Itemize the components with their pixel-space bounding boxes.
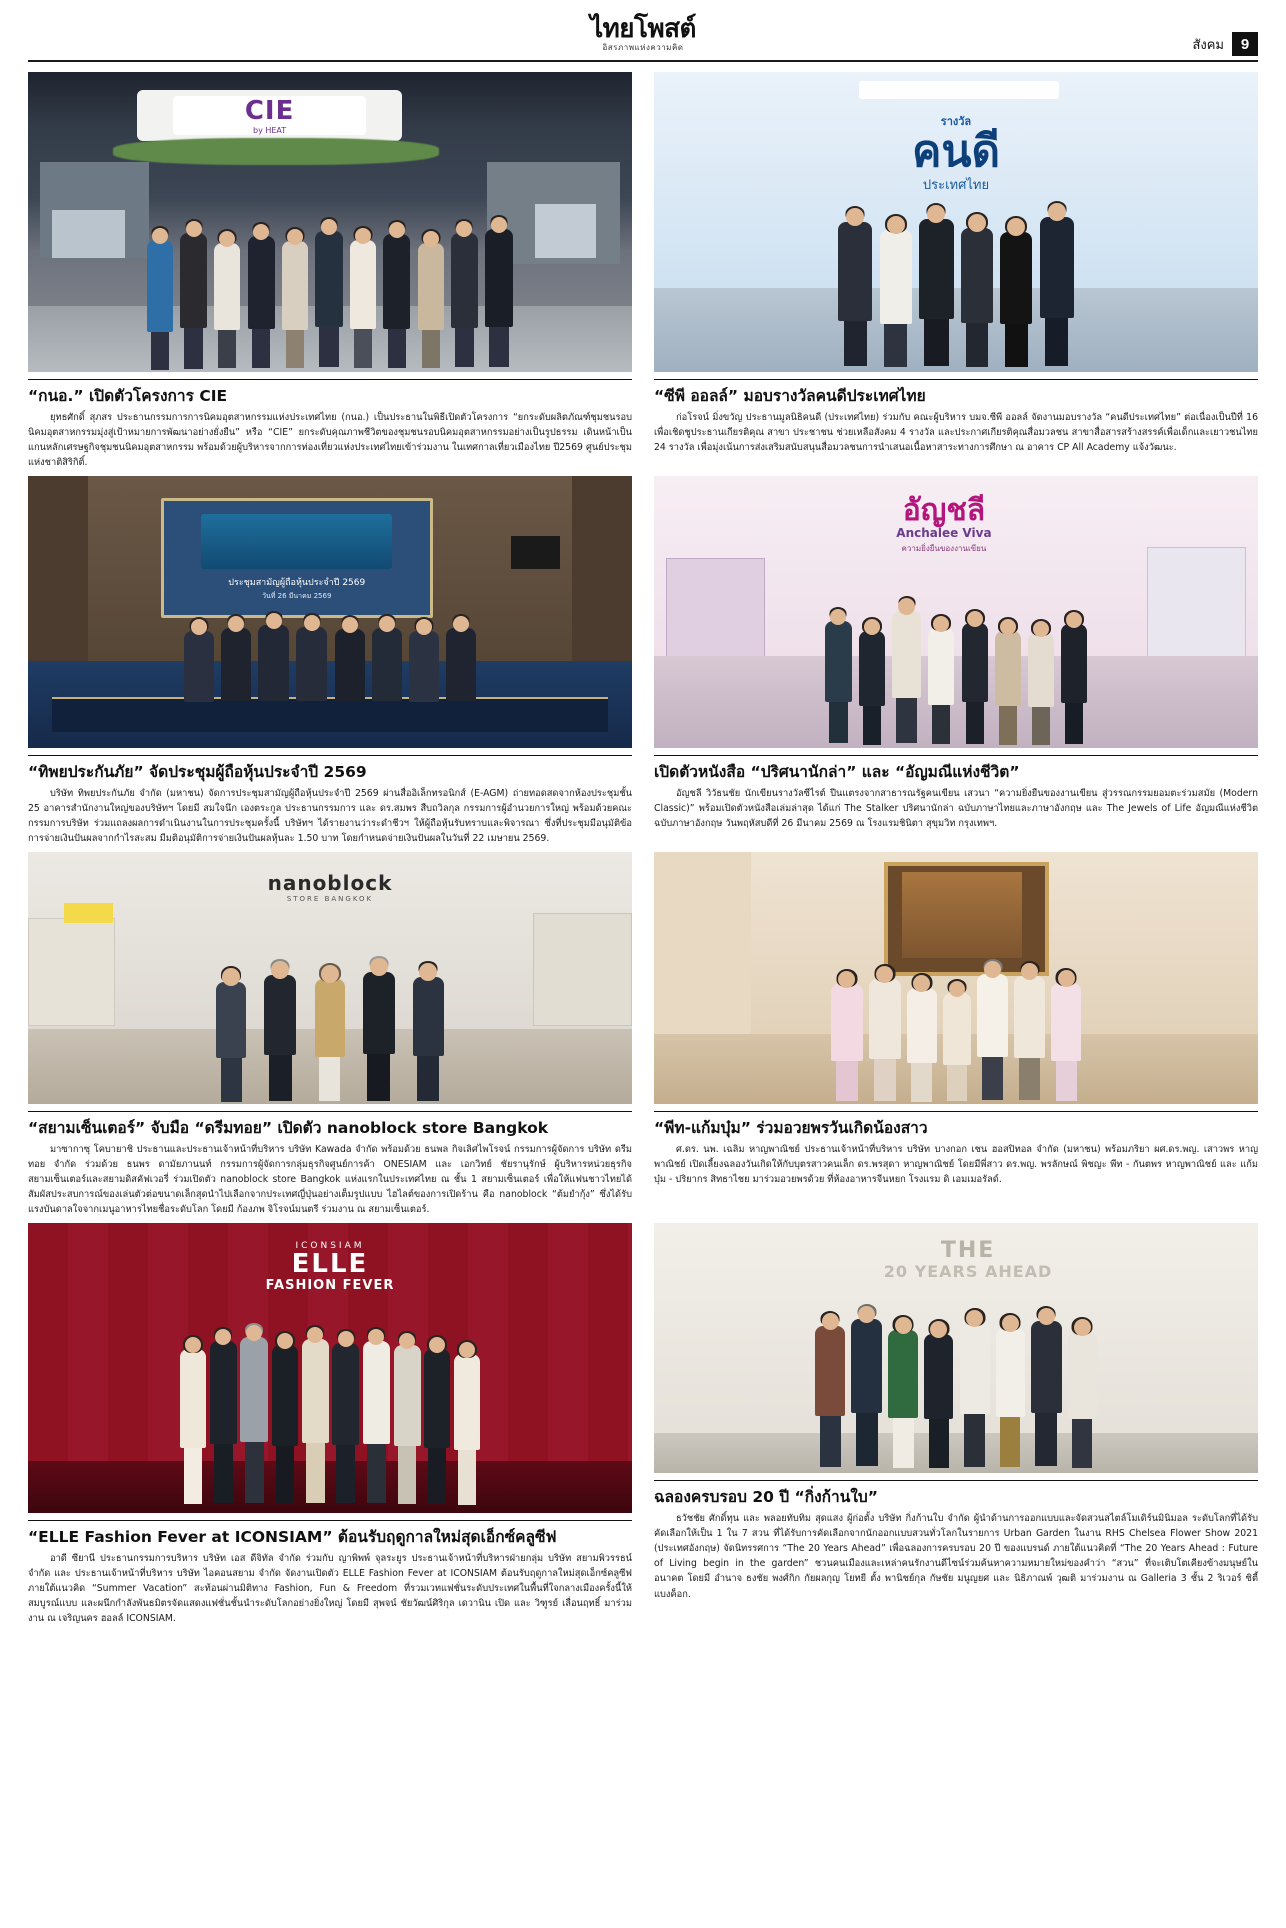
banner-top-text: รางวัล bbox=[940, 114, 972, 128]
section-label: สังคม bbox=[1192, 37, 1224, 53]
story-body: ศ.ดร. นพ. เฉลิม หาญพาณิชย์ ประธานเจ้าหน้าที่บริหาร บริษัท บางกอก เชน ฮอสปิทอล จำกัด (มหาชน) พร้อมภริยา ผศ.ดร.พญ. เสาวพร หาญพาณิชย์ เปิดเลี้ยงฉลองวันเกิดให้กับบุตรสาวคนเล็ก ดร.พรสุดา หาญพาณิชย์ โดยมีพี่สาว ดร.พญ. พรลักษณ์ พิชญะ พีท - กันตพร หาญพาณิชย์ และ แก้มบุ๋ม - ปริยากร สิทธาไชย มาร่วมอวยพรด้วย ที่ห้องอาหารจีนหยก โรงแรม ดิ เอมเมอรัลด์. bbox=[654, 1144, 1258, 1186]
banner-title: ประชุมสามัญผู้ถือหุ้นประจำปี 2569 bbox=[228, 577, 366, 588]
banner-subtitle: FASHION FEVER bbox=[265, 1278, 395, 1294]
story-body: อาดี ซียานี ประธานกรรมการบริหาร บริษัท เอส ดีจิทัล จำกัด ร่วมกับ ญาพิพพ์ จุลระยูร ประธานเจ้าหน้าที่บริหารฝ่ายกลุ่ม บริษัท สยามพิวรรธน์ จำกัด และ ประธานเจ้าหน้าที่บริหาร บริษัท ไอคอนสยาม จำกัด จัดงานเปิดตัว ELLE Fashion Fever at ICONSIAM ต้อนรับฤดูกาลใหม่สุดเอ็กซ์คลูซีฟ ภายใต้แนวคิด “Summer Vacation” สะท้อนผ่านมิติทาง Fashion, Fun & Freedom ที่รวมเวทแฟชั่นระดับประเทศในพื้นที่ใจกลางเมืองครั้งนี้ให้สมบูรณ์แบบ และผนึกกำลังพันธมิตรจัดแสดงแฟชั่นชั้นนำระดับโลกอย่างยิ่งใหญ่ โดยมี สุพจน์ ชัยวัฒน์ศิริกุล เดวานิน เปิด และ วิฑูรย์ เลื่อนฤทธิ์ มาร่วมงาน ณ เจริญนคร ฮอลล์ ICONSIAM. bbox=[28, 1553, 632, 1625]
banner-top-text: ความยิ่งยืนของงานเขียน bbox=[901, 543, 987, 553]
banner-subtitle: 20 YEARS AHEAD bbox=[883, 1262, 1053, 1282]
newspaper-page bbox=[0, 8, 1286, 1928]
logo-tagline: อิสรภาพแห่งความคิด bbox=[602, 43, 684, 52]
story-body: มาซากาซุ โคบายาชิ ประธานและประธานเจ้าหน้าที่บริหาร บริษัท Kawada จำกัด พร้อมด้วย ธนพล กิจเลิศไพโรจน์ กรรมการผู้จัดการ บริษัท ดรีมทอย จำกัด ร่วมด้วย ธนพร ดามัยภานนท์ กรรมการผู้จัดการกลุ่มธุรกิจศูนย์การค้า ONESIAM และ เอกวิทย์ ชัยรานุรักษ์ ผู้บริหารหน่วยธุรกิจสยามเซ็นเตอร์และสยามดิสคัฟเวอรี่ ร่วมเปิดตัว nanoblock store Bangkok แห่งแรกในประเทศไทย ณ ชั้น 1 สยามเซ็นเตอร์ เพื่อให้แฟนชาวไทยได้สัมผัสประสบการณ์ของเล่นตัวต่อขนาดเล็กสุดนำไปเลือกจากประเทศญี่ปุ่นอย่างเต็มรูปแบบ ไฮไลต์ของการเปิดร้าน คือ nanoblock “ต้มยำกุ้ง” ซึ่งได้รับแรงบันดาลใจจากเมนูอาหารไทยชื่อระดับโลก โดยมี ก้องภพ จิโรจน์มนตรี ร่วมงาน ณ สยามเซ็นเตอร์. bbox=[28, 1144, 632, 1216]
newspaper-logo bbox=[590, 16, 696, 52]
banner-title: CIE bbox=[244, 96, 295, 126]
story-photo bbox=[28, 72, 632, 372]
banner-title: คนดี bbox=[911, 125, 1001, 177]
story-body: ธวัชชัย ศักดิ์ทุน และ พลอยทับทิม สุดแสง ผู้ก่อตั้ง บริษัท กิ่งก้านใบ จำกัด ผู้นำด้านการออกแบบและจัดสวนสไตล์โมเดิร์นมินิมอล ระดับโลกที่ได้รับคัดเลือกให้เป็น 1 ใน 7 สวน ที่ได้รับการคัดเลือกจากนักออกแบบสวนทั่วโลกในรายการ Urban Garden ในงาน RHS Chelsea Flower Show 2021 (ประเทศอังกฤษ) จัดนิทรรศการ “The 20 Years Ahead” เพื่อฉลองการครบรอบ 20 ปี ของแบรนด์ ภายใต้แนวคิดที่ “The 20 Years Ahead : Future of Living begin in the garden” ชวนคนเมืองและเหล่าคนรักงานดีไซน์ร่วมค้นหาความหมายใหม่ของคำว่า “สวน” ที่จะเติบโตเคียงข้างมนุษย์ในอนาคต โดยมี อำนาจ ธงชัย พงศ์กิก กัยผลกุญ โยทยี ตั้ง พานิชย์กุล กัษชัย มนูญยศ และ นิธิภาณพ์ วุฒติ มาร่วมงาน ณ Galleria 3 ชั้น 2 ริเวอร์ ซิตี้ แบงค็อก. bbox=[654, 1513, 1258, 1600]
story-body: ยุทธศักดิ์ สุภสร ประธานกรรมการการนิคมอุตสาหกรรมแห่งประเทศไทย (กนอ.) เป็นประธานในพิธีเปิดตัวโครงการ “ยกระดับผลิตภัณฑ์ชุมชนรอบนิคมอุตสาหกรรมมุ่งสู่เป้าหมายการพัฒนาอย่างยั่งยืน” หรือ “CIE” ยกระดับคุณภาพชีวิตของชุมชนรอบนิคมอุตสาหกรรมอย่างเป็นรูปธรรม เดินหน้าเป็นแกนหลักเศรษฐกิจชุมชนนิคมอุตสาหกรรม พร้อมด้วยผู้บริหารจากการท่องเที่ยวแห่งประเทศไทยเข้าร่วมงาน ในเทศกาลเที่ยวเมืองไทย ปี2569 ศูนย์ประชุมแห่งชาติสิริกิติ์. bbox=[28, 411, 632, 469]
banner-subtitle: STORE BANGKOK bbox=[286, 895, 374, 904]
story-headline: “ELLE Fashion Fever at ICONSIAM” ต้อนรับฤดูกาลใหม่สุดเอ็กซ์คลูซีฟ bbox=[28, 1520, 632, 1548]
story-headline: “กนอ.” เปิดตัวโครงการ CIE bbox=[28, 379, 632, 407]
banner-subtitle: by HEAT bbox=[253, 126, 287, 135]
banner-subtitle: ประเทศไทย bbox=[922, 177, 990, 193]
masthead bbox=[28, 8, 1258, 62]
story-body: ก่อโรจน์ มิ่งขวัญ ประธานมูลนิธิคนดี (ประเทศไทย) ร่วมกับ คณะผู้บริหาร บมจ.ซีพี ออลล์ จัดงานมอบรางวัล “คนดีประเทศไทย” ต่อเนื่องเป็นปีที่ 16 เพื่อเชิดชูประธานเกียรติคุณ สาขา ประชาชน ช่วยเหลือสังคม 4 รางวัล และประกาศเกียรติคุณสื่อมวลชน สาขาสื่อสารสร้างสรรค์เพื่อเด็กและเยาวชนไทย 24 รางวัล เพื่อมุ่งเน้นการส่งเสริมสนับสนุนสื่อมวลชนการนำเสนอเนื้อหาสาระทางการศึกษา ณ อาคาร CP All Academy แจ้งวัฒนะ. bbox=[654, 411, 1258, 454]
story-body: อัญชลี วิวัธนชัย นักเขียนรางวัลซีไรต์ ปีนแตรงจากสาธารณรัฐคนเขียน เสวนา “ความยิ่งยืนของงานเขียน สู่วรรณกรรมยอมตะร่วมสมัย (Modern Classic)” พร้อมเปิดตัวหนังสือเล่มล่าสุด ได้แก่ The Stalker ปริศนานักล่า ฉบับภาษาไทยและภาษาอังกฤษ และ The Jewels of Life อัญมณีแห่งชีวิต ฉบับภาษาอังกฤษ วันพฤหัสบดีที่ 26 มีนาคม 2569 ณ โรงแรมชินิตา สุขุมวิท กรุงเทพฯ. bbox=[654, 788, 1258, 830]
story-headline: “สยามเซ็นเตอร์” จับมือ “ดรีมทอย” เปิดตัว nanoblock store Bangkok bbox=[28, 1111, 632, 1139]
banner-subtitle: วันที่ 26 มีนาคม 2569 bbox=[262, 591, 332, 600]
story-photo bbox=[654, 72, 1258, 372]
story-nanoblock bbox=[28, 852, 632, 1217]
story-photo bbox=[28, 852, 632, 1104]
story-cp-all bbox=[654, 72, 1258, 470]
story-pete bbox=[654, 852, 1258, 1217]
story-elle bbox=[28, 1223, 632, 1626]
banner-title: nanoblock bbox=[267, 871, 393, 896]
story-headline: “ทิพยประกันภัย” จัดประชุมผู้ถือหุ้นประจำปี 2569 bbox=[28, 755, 632, 783]
story-headline: ฉลองครบรอบ 20 ปี “กิ่งก้านใบ” bbox=[654, 1480, 1258, 1508]
banner-subtitle: Anchalee Viva bbox=[896, 525, 992, 540]
story-photo bbox=[28, 1223, 632, 1513]
story-photo bbox=[654, 476, 1258, 748]
banner-title: THE bbox=[940, 1238, 996, 1264]
story-body: บริษัท ทิพยประกันภัย จำกัด (มหาชน) จัดการประชุมสามัญผู้ถือหุ้นประจำปี 2569 ผ่านสื่ออิเล็กทรอนิกส์ (E-AGM) ถ่ายทอดสดจากห้องประชุมชั้น 25 อาคารสำนักงานใหญ่ของบริษัทฯ โดยมี สมใจนึก เองตระกูล ประธานกรรมการ และ ดร.สมพร สืบถวิลกุล กรรมการผู้อำนวยการใหญ่ พร้อมด้วยคณะกรรมการบริษัท ร่วมแถลงผลการดำเนินงานในการประชุมครั้งนี้ บริษัทฯ ได้รายงานว่าระดำชีวฯ ให้ผู้ถือหุ้นรับทราบและพิจารณา ซึ่งที่ประชุมมีอนุมัติข้อการจ่ายเงินปันผลจากกำไรสะสม มีมติอนุมัติการจ่ายเงินปันผลหุ้นละ 1.50 บาท โดยกำหนดจ่ายเงินปันผลในวันที่ 22 เมษายน 2569. bbox=[28, 788, 632, 845]
banner-title: อัญชลี bbox=[902, 492, 986, 528]
masthead-right bbox=[1192, 32, 1258, 56]
story-anniversary bbox=[654, 1223, 1258, 1626]
banner-title: ELLE bbox=[291, 1248, 369, 1279]
story-headline: “ซีพี ออลล์” มอบรางวัลคนดีประเทศไทย bbox=[654, 379, 1258, 407]
banner-top-text: ICONSIAM bbox=[295, 1240, 365, 1251]
story-headline: “พีท-แก้มบุ๋ม” ร่วมอวยพรวันเกิดน้องสาว bbox=[654, 1111, 1258, 1139]
story-photo bbox=[654, 1223, 1258, 1473]
story-dhipaya bbox=[28, 476, 632, 846]
page-number: 9 bbox=[1232, 32, 1258, 56]
story-headline: เปิดตัวหนังสือ “ปริศนานักล่า” และ “อัญมณีแห่งชีวิต” bbox=[654, 755, 1258, 783]
story-grid bbox=[28, 72, 1258, 1627]
logo-title: ไทยโพสต์ bbox=[590, 14, 696, 44]
story-anchalee bbox=[654, 476, 1258, 846]
story-cie bbox=[28, 72, 632, 470]
story-photo bbox=[28, 476, 632, 748]
story-photo bbox=[654, 852, 1258, 1104]
